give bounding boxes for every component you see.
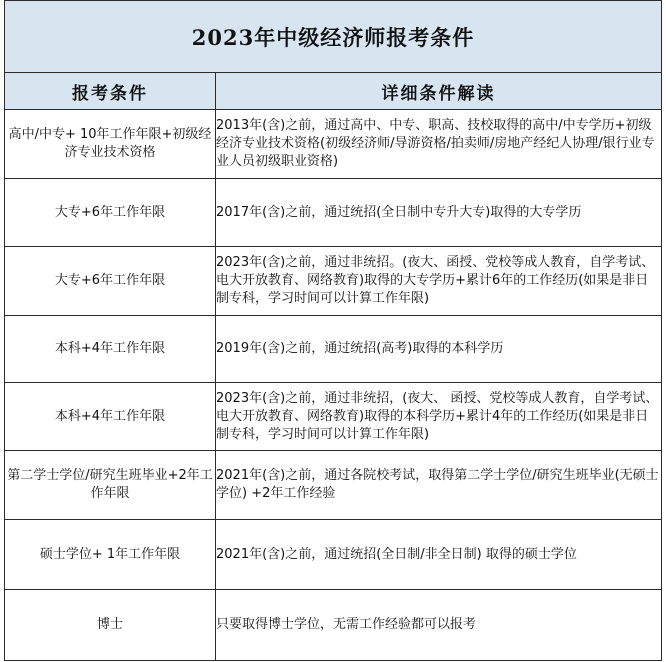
table-row xyxy=(5,179,662,247)
table-title: 2023年中级经济师报考条件 xyxy=(5,1,662,73)
table-row xyxy=(5,520,662,590)
condition-cell: 高中/中专+ 10年工作年限+初级经济专业技术资格 xyxy=(5,110,216,179)
condition-cell: 博士 xyxy=(5,590,216,661)
condition-cell: 本科+4年工作年限 xyxy=(5,316,216,383)
exam-conditions-table xyxy=(4,0,662,661)
condition-cell: 本科+4年工作年限 xyxy=(5,383,216,451)
condition-cell: 第二学士学位/研究生班毕业+2年工作年限 xyxy=(5,451,216,520)
header-condition: 报考条件 xyxy=(5,73,216,110)
table-row xyxy=(5,247,662,316)
table-row xyxy=(5,451,662,520)
detail-cell: 2021年(含)之前，通过各院校考试，取得第二学士学位/研究生班毕业(无硕士学位) +2年工作经验 xyxy=(216,451,662,520)
detail-cell: 2013年(含)之前，通过高中、中专、职高、技校取得的高中/中专学历+初级经济专业技术资格(初级经济师/导游资格/拍卖师/房地产经纪人协理/银行业专业人员初级职业资格) xyxy=(216,110,662,179)
table-row xyxy=(5,110,662,179)
detail-cell: 2023年(含)之前，通过非统招，(夜大、 函授、党校等成人教育，自学考试、电大开放教育、网络教育)取得的本科学历+累计4年的工作经历(如果是非日制专科，学习时间可以计算工作年限) xyxy=(216,383,662,451)
detail-cell: 2021年(含)之前，通过统招(全日制/非全日制) 取得的硕士学位 xyxy=(216,520,662,590)
detail-cell: 2019年(含)之前，通过统招(高考)取得的本科学历 xyxy=(216,316,662,383)
table-row xyxy=(5,590,662,661)
condition-cell: 大专+6年工作年限 xyxy=(5,179,216,247)
header-detail: 详细条件解读 xyxy=(216,73,662,110)
detail-cell: 只要取得博士学位，无需工作经验都可以报考 xyxy=(216,590,662,661)
header-row xyxy=(5,73,662,110)
table-row xyxy=(5,383,662,451)
condition-cell: 大专+6年工作年限 xyxy=(5,247,216,316)
condition-cell: 硕士学位+ 1年工作年限 xyxy=(5,520,216,590)
detail-cell: 2017年(含)之前，通过统招(全日制中专升大专)取得的大专学历 xyxy=(216,179,662,247)
title-row xyxy=(5,1,662,73)
table-row xyxy=(5,316,662,383)
detail-cell: 2023年(含)之前，通过非统招。(夜大、函授、党校等成人教育，自学考试、电大开放教育、网络教育)取得的大专学历+累计6年的工作经历(如果是非日制专科，学习时间可以计算工作年限) xyxy=(216,247,662,316)
